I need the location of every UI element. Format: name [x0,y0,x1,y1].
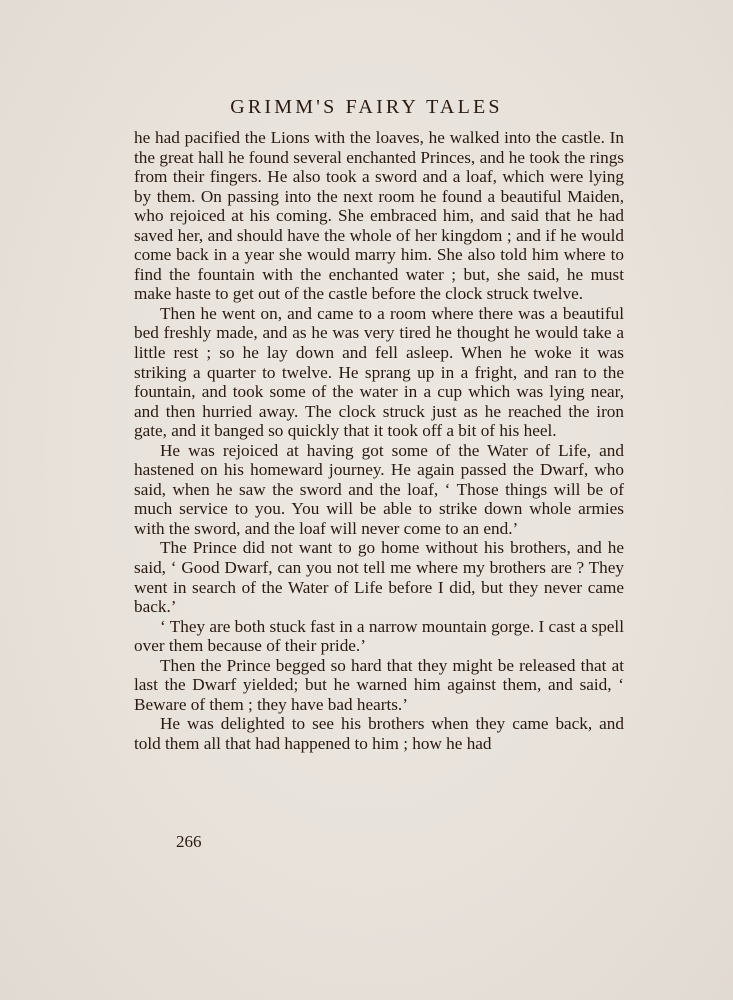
paragraph-3: He was rejoiced at having got some of the Water of Life, and hastened on his homeward journey. He again passed the Dwarf, who said, when he saw the sword and the loaf, ‘ Those things will be of much service to you. You will be able to strike down whole armies with the sword, and the loaf will never come to an end.’ [134,440,624,538]
paragraph-4: The Prince did not want to go home without his brothers, and he said, ‘ Good Dwarf, can you not tell me where my brothers are ? They went in search of the Water of Life before I did, but they never came back.’ [134,538,624,617]
running-header: GRIMM'S FAIRY TALES [230,96,503,118]
body-text [134,128,624,754]
paragraph-1: he had pacified the Lions with the loaves, he walked into the castle. In the great hall he found several enchanted Princes, and he took the rings from their fingers. He also took a sword and a loaf, which were lying by them. On passing into the next room he found a beautiful Maiden, who rejoiced at his coming. She embraced him, and said that he had saved her, and should have the whole of her kingdom ; and if he would come back in a year she would marry him. She also told him where to find the fountain with the enchanted water ; but, she said, he must make haste to get out of the castle before the clock struck twelve. [134,128,624,304]
paragraph-6: Then the Prince begged so hard that they might be released that at last the Dwarf yielded; but he warned him against them, and said, ‘ Beware of them ; they have bad hearts.’ [134,655,624,714]
paragraph-5: ‘ They are both stuck fast in a narrow mountain gorge. I cast a spell over them because of their pride.’ [134,616,624,656]
page-number: 266 [176,832,202,851]
paragraph-7: He was delighted to see his brothers when they came back, and told them all that had happened to him ; how he had [134,714,624,753]
paragraph-2: Then he went on, and came to a room where there was a beautiful bed freshly made, and as he was very tired he thought he would take a little rest ; so he lay down and fell asleep. When he woke it was striking a quarter to twelve. He sprang up in a fright, and ran to the fountain, and took some of the water in a cup which was lying near, and then hurried away. The clock struck just as he reached the iron gate, and it banged so quickly that it took off a bit of his heel. [134,303,624,441]
